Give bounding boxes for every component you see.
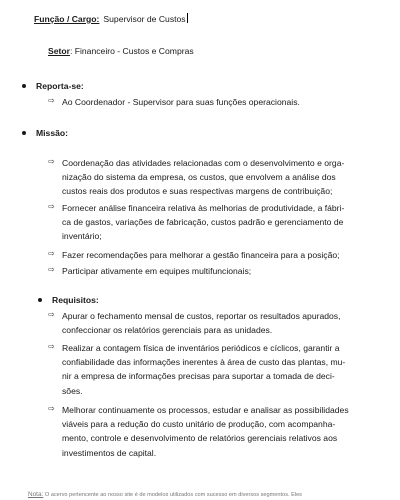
setor-label: Setor	[48, 46, 70, 56]
arrow-icon: ⇨	[48, 404, 55, 413]
requisitos-item-1	[48, 309, 360, 337]
section-requisitos	[38, 295, 99, 305]
reporta-item	[48, 95, 360, 109]
funcao-label: Função / Cargo:	[34, 14, 100, 24]
missao-item-2	[48, 201, 360, 244]
item-line: sões.	[62, 385, 83, 396]
section-reporta	[22, 81, 84, 91]
item-line: mento, controle e desenvolvimento de relatórios gerenciais relativos aos	[62, 433, 338, 444]
item-line: Realizar a contagem física de inventários periódicos e cíclicos, garantir a	[62, 343, 340, 353]
arrow-icon: ⇨	[48, 342, 55, 351]
bullet-icon	[38, 298, 42, 302]
requisitos-item-3	[48, 403, 360, 460]
missao-item-4	[48, 264, 360, 278]
missao-item-1	[48, 156, 360, 199]
funcao-field	[34, 13, 188, 24]
arrow-icon: ⇨	[48, 249, 55, 258]
footer-label: Nota:	[28, 491, 44, 498]
item-line: confeccionar os relatórios gerenciais para as unidades.	[62, 325, 273, 336]
footer-note	[28, 491, 400, 498]
item-line: nir a empresa de informações precisas para suportar a tomada de deci-	[62, 371, 335, 382]
item-line: custos reais dos produtos e suas respectivas margens de contribuição;	[62, 186, 333, 197]
requisitos-item-2	[48, 341, 360, 398]
section-title-reporta: Reporta-se:	[36, 81, 84, 91]
item-line: Ao Coordenador - Supervisor para suas funções operacionais.	[62, 97, 300, 107]
item-line: confiabilidade das informações inerentes à área de custo das plantas, mu-	[62, 357, 346, 368]
setor-value: : Financeiro - Custos e Compras	[69, 46, 194, 56]
section-title-requisitos: Requisitos:	[52, 295, 99, 305]
section-missao	[22, 128, 68, 138]
item-line: viáveis para a redução do custo unitário de produção, com acompanha-	[62, 419, 336, 430]
arrow-icon: ⇨	[48, 265, 55, 274]
item-line: Participar ativamente em equipes multifuncionais;	[62, 266, 252, 276]
item-line: nização do sistema da empresa, os custos, que envolvem a análise dos	[62, 172, 336, 183]
funcao-value[interactable]: Supervisor de Custos	[103, 14, 186, 24]
setor-field	[48, 46, 194, 56]
bullet-icon	[22, 131, 26, 135]
item-line: Melhorar continuamente os processos, estudar e analisar as possibilidades	[62, 405, 349, 415]
arrow-icon: ⇨	[48, 96, 55, 105]
item-line: Fornecer análise financeira relativa às melhorias de produtividade, a fábri-	[62, 203, 345, 213]
footer-text: O acervo pertencente ao nosso site é de modelos utilizados com sucesso em diversos segmentos. Eles	[44, 492, 302, 498]
section-title-missao: Missão:	[36, 128, 68, 138]
arrow-icon: ⇨	[48, 310, 55, 319]
item-line: ca de gastos, variações de fabricação, custos padrão e gerenciamento de	[62, 217, 344, 228]
arrow-icon: ⇨	[48, 157, 55, 166]
item-line: investimentos de capital.	[62, 447, 157, 458]
missao-item-3	[48, 248, 360, 262]
text-cursor	[187, 13, 188, 23]
item-line: Coordenação das atividades relacionadas com o desenvolvimento e orga-	[62, 158, 345, 168]
item-line: Apurar o fechamento mensal de custos, reportar os resultados apurados,	[62, 311, 341, 321]
item-line: inventário;	[62, 231, 102, 242]
bullet-icon	[22, 84, 26, 88]
arrow-icon: ⇨	[48, 202, 55, 211]
item-line: Fazer recomendações para melhorar a gestão financeira para a posição;	[62, 250, 340, 260]
